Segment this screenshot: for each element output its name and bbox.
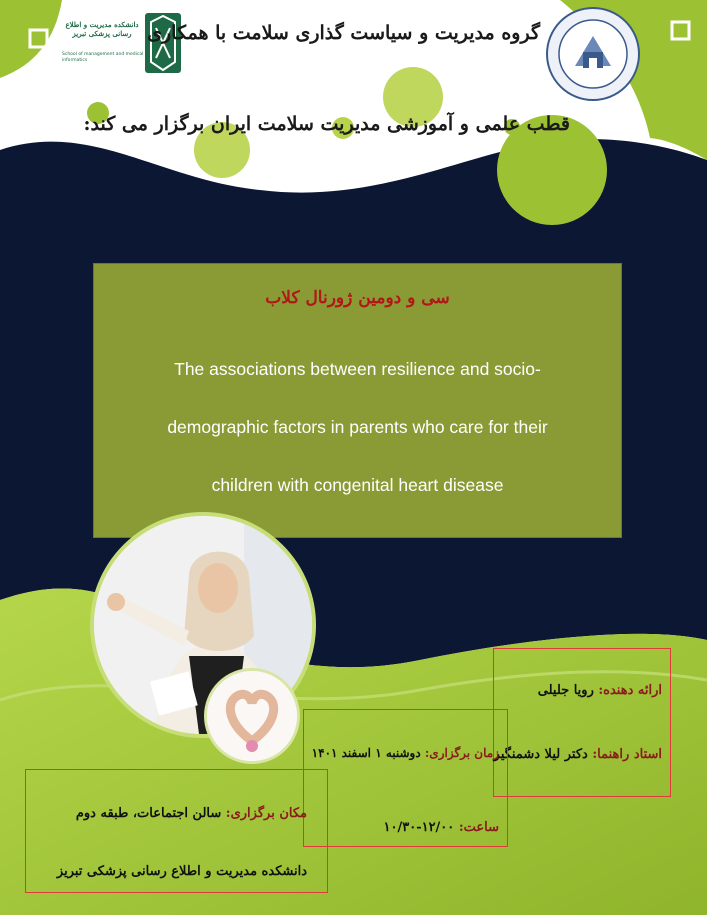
presenter-name: رویا جلیلی: [537, 683, 594, 698]
place-row: [76, 806, 307, 821]
hour-label: ساعت:: [458, 820, 499, 835]
presenter-row: [538, 683, 662, 698]
heart-hands-icon: [207, 671, 297, 761]
header-line-2: قطب علمی و آموزشی مدیریت سلامت ایران برگزار می کند:: [83, 113, 570, 135]
article-title-line: The associations between resilience and socio-: [174, 359, 541, 379]
place-value: سالن اجتماعات، طبقه دوم: [75, 806, 222, 821]
advisor-row: [494, 747, 662, 762]
advisor-label: استاد راهنما:: [592, 747, 662, 762]
place-line-2: دانشکده مدیریت و اطلاع رسانی پزشکی تبریز: [56, 864, 307, 879]
advisor-name: دکتر لیلا دشمنگیر: [493, 747, 588, 762]
hour-value: ۱۲/۰۰-۱۰/۳۰: [383, 820, 455, 835]
heart-hands-photo: [204, 668, 300, 764]
presenter-box: [493, 648, 671, 797]
place-label: مکان برگزاری:: [225, 806, 307, 821]
date-value: دوشنبه ۱ اسفند ۱۴۰۱: [311, 746, 421, 760]
article-title-line: children with congenital heart disease: [211, 475, 504, 495]
journal-club-subtitle: سی و دومین ژورنال کلاب: [265, 288, 450, 308]
date-label: زمان برگزاری:: [424, 746, 499, 760]
place-box: [25, 769, 328, 893]
institute-seal-icon: [545, 6, 641, 102]
school-name-fa: دانشکده مدیریت و اطلاع رسانی پزشکی تبریز: [65, 20, 139, 38]
article-title: [94, 340, 621, 514]
article-title-line: demographic factors in parents who care for their: [167, 417, 548, 437]
date-row: [312, 746, 499, 760]
header-line-1: گروه مدیریت و سیاست گذاری سلامت با همکاری: [147, 22, 540, 44]
title-box: [93, 263, 622, 538]
school-name-en: School of management and medical informatics: [62, 52, 144, 63]
time-box: [303, 709, 508, 847]
institute-logo: [545, 6, 641, 102]
hour-row: [384, 820, 500, 835]
presenter-label: ارائه دهنده:: [598, 683, 662, 698]
